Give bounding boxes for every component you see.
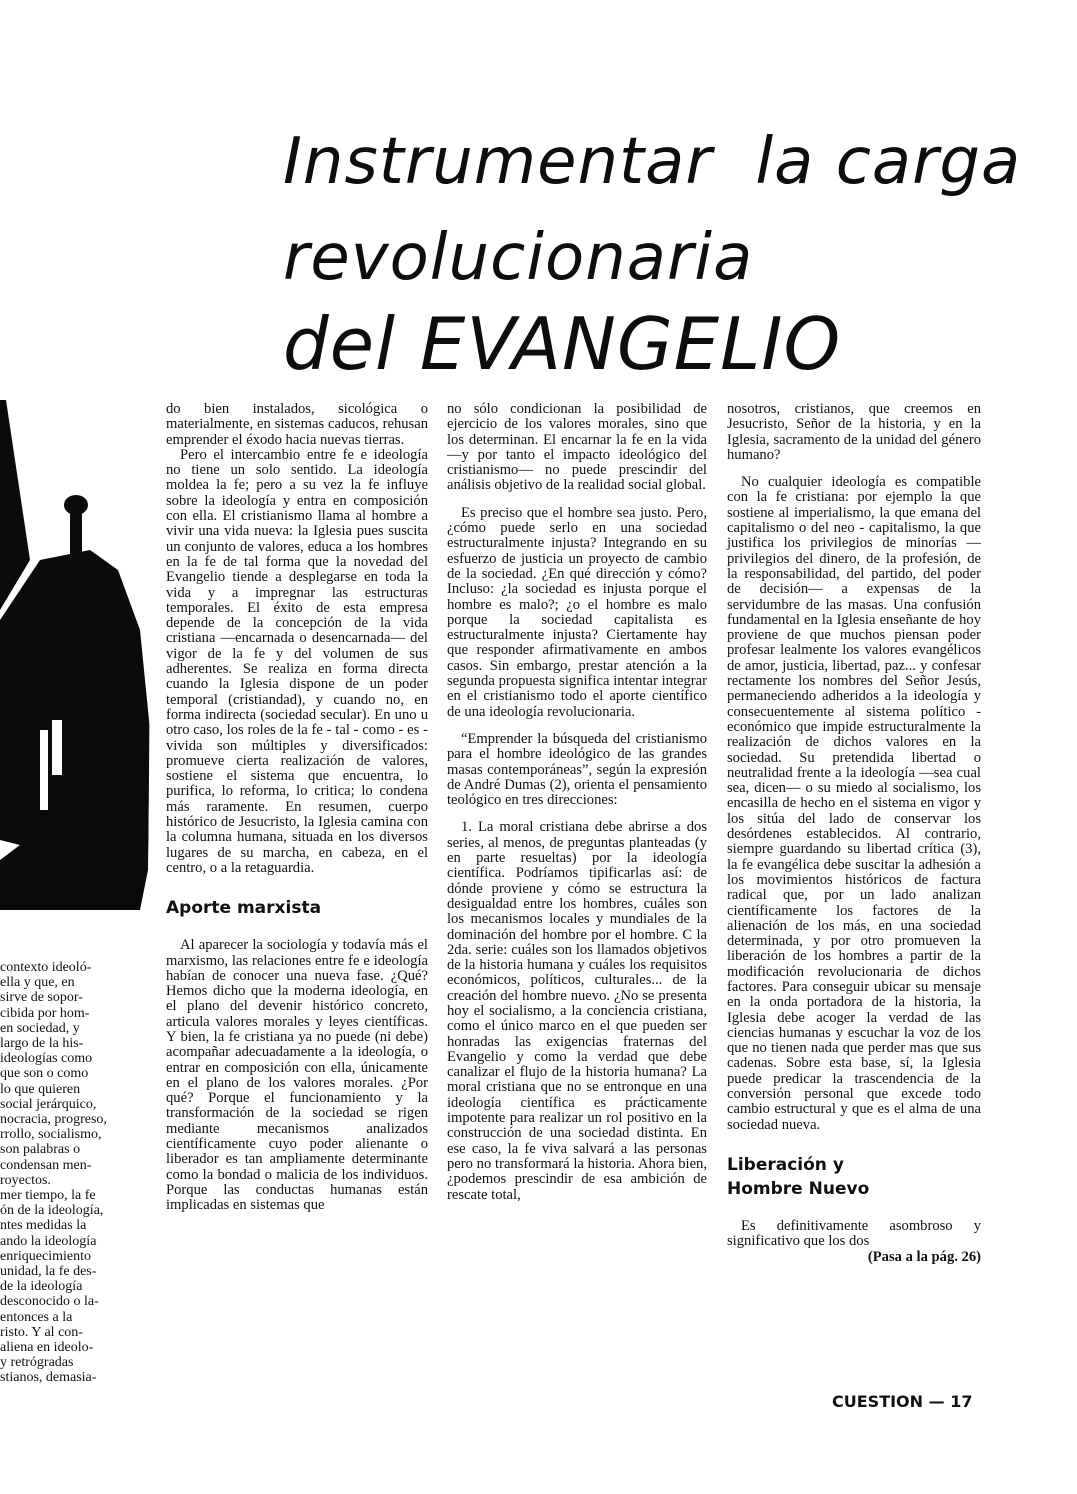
column-4 [727,402,981,1265]
column-left-fragment: contexto ideoló- ella y que, en sirve de sopor- cibida por hom- en sociedad, y largo de la his- ideologías como que son o como lo que quieren social jerárquico, nocracia, progreso, rrollo, socialismo, son palabras o condensan men- royectos. mer tiempo, la fe ón de la ideología, ntes medidas la ando la ideología enriquecimiento unidad, la fe des- de la ideología desconocido o la- entonces a la risto. Y al con- aliena en ideolo- y retrógradas stianos, demasia- [0,960,107,1386]
footer-dash: — [928,1392,945,1411]
paragraph: “Emprender la búsqueda del cristianismo para el hombre ideológico de las grandes masas contemporáneas”, según la expresión de André Dumas (2), orienta el pensamiento teológico en tres direcciones: [447,730,707,809]
priest-silhouette-image [0,400,162,910]
headline-line-3: del EVANGELIO [283,302,842,386]
page-number: 17 [950,1392,973,1411]
paragraph: Es preciso que el hombre sea justo. Pero, ¿cómo puede serlo en una sociedad estructuralmente injusta? Integrando en su esfuerzo de justicia un proyecto de cambio de la sociedad. ¿En qué dirección y cómo? Incluso: ¿la sociedad es injusta porque el hombre es malo?; ¿o el hombre es malo porque la sociedad capitalista es estructuralmente injusta? Ciertamente hay que responder afirmativamente en ambos casos. Sin embargo, prestar atención a la segunda propuesta significa intentar integrar en el cristianismo todo el aporte científico de una ideología revolucionaria. [447,504,707,720]
paragraph: do bien instalados, sicológica o materialmente, en sistemas caducos, rehusan emprender el éxodo hacia nuevas tierras. [166,401,428,448]
page-footer [832,1392,972,1411]
section-heading: Aporte marxista [166,898,322,919]
section-heading: Liberación y Hombre Nuevo [727,1154,870,1199]
paragraph: Pero el intercambio entre fe e ideología no tiene un solo sentido. La ideología moldea la fe; pero a su vez la fe influye sobre la ideología y entra en composición con ella. El cristianismo llama al hombre a vivir una vida nueva: la Iglesia pues suscita un conjunto de valores, educa a los hombres en la fe de tal forma que la novedad del Evangelio tiende a desplegarse en toda la vida y a impregnar las estructuras temporales. El éxito de esta empresa depende de la concepción de la vida cristiana —encarnada o desencarnada— del vigor de la fe y del volumen de sus adherentes. Se realiza en forma directa cuando la Iglesia dispone de un poder temporal (cristiandad), y cuando no, en forma indirecta (sociedad secular). En uno u otro caso, los roles de la fe - tal - como - es - vivida son múltiples y diversificados: promueve cierta realización de valores, sostiene el sistema que encuentra, lo purifica, lo reforma, lo critica; lo condena más raramente. En resumen, cuerpo histórico de Jesucristo, la Iglesia camina con la columna humana, situada en los diversos lugares de su marcha, en cabeza, en el centro, o a la retaguardia. [166,446,428,876]
headline-line-1: Instrumentar la carga [283,125,1022,199]
magazine-name: CUESTION [832,1392,924,1411]
column-3 [447,402,707,1203]
column-2 [166,402,428,1214]
continuation-reference: (Pasa a la pág. 26) [867,1248,981,1265]
paragraph: no sólo condicionan la posibilidad de ejercicio de los valores morales, sino que los determinan. El encarnar la fe en la vida —y por tanto el impacto ideológico del cristianismo— no puede prescindir del análisis objetivo de la realidad social global. [447,401,707,494]
paragraph: Es definitivamente asombroso y significativo que los dos [727,1217,981,1250]
paragraph: 1. La moral cristiana debe abrirse a dos series, al menos, de preguntas planteadas (y en parte resueltas) por la ideología científica. Podríamos tipificarlas así: de dónde proviene y cómo se estructura la desigualdad entre los hombres, cuáles son los mecanismos locales y mundiales de la dominación del hombre por el hombre. C la 2da. serie: cuáles son los llamados objetivos de la historia humana y cuáles los requisitos económicos, políticos, culturales... de la creación del hombre nuevo. ¿No se presenta hoy el socialismo, a la conciencia cristiana, como el único marco en el que pueden ser honradas las exigencias fraternas del Evangelio y como la verdad que debe canalizar el flujo de la historia humana? La moral cristiana que no se entronque en una ideología científica es prácticamente impotente para realizar un rol positivo en la construcción de una sociedad distinta. En ese caso, la fe viva salvará a las personas pero no transformará la historia. Ahora bien, ¿podemos prescindir de esa ambición de rescate total, [447,819,707,1203]
paragraph: nosotros, cristianos, que creemos en Jesucristo, Señor de la historia, y en la Iglesia, sacramento de la unidad del género humano? [727,401,981,463]
headline-line-2: revolucionaria [283,221,754,295]
paragraph: Al aparecer la sociología y todavía más el marxismo, las relaciones entre fe e ideología habían de conocer una nueva fase. ¿Qué? Hemos dicho que la moderna ideología, en el plano del devenir histórico concreto, articula valores morales y leyes científicas. Y bien, la fe cristiana ya no puede (ni debe) acompañar adecuadamente a la ideología, o entrar en composición con ella, únicamente en el plano de los valores morales. ¿Por qué? Porque el funcionamiento y la transformación de la sociedad se rigen mediante mecanismos analizados científicamente cuyo poder alienante o liberador es tan ampliamente determinante como la bondad o malicia de los individuos. Porque las conductas humanas están implicadas en sistemas que [166,937,428,1214]
paragraph: No cualquier ideología es compatible con la fe cristiana: por ejemplo la que sostiene al imperialismo, la que emana del capitalismo o del neo - capitalismo, la que justifica los privilegios de minorías —privilegios del dinero, de la profesión, de la responsabilidad, del partido, del poder de decisión— a expensas de la servidumbre de las masas. Una confusión fundamental en la Iglesia enseñante de hoy proviene de que muchos piensan poder profesar lealmente los valores evangélicos de amor, justicia, libertad, paz... y confesar rectamente los nombres del Señor Jesús, permaneciendo adheridos a la ideología y consecuentemente al sistema político - económico que impide estructuralmente la realización de dichos valores en la sociedad. Su pretendida libertad o neutralidad frente a la ideología —sea cual sea, dicen— o su miedo al socialismo, los encasilla de hecho en el sistema en vigor y los sitúa del lado de conservar los desórdenes establecidos. Al contrario, siempre guardando su libertad crítica (3), la fe evangélica debe suscitar la adhesión a los movimientos históricos de factura radical que, por un lado analizan científicamente los factores de la alienación de los más, en una sociedad determinada, y por otro promueven la liberación de los hombres a partir de la modificación revolucionaria de dichos factores. Para conseguir ubicar su mensaje en la onda portadora de la historia, la Iglesia debe acoger la verdad de las ciencias humanas y escuchar la voz de los que no tienen nada que perder mas que sus cadenas. Sobre esta base, sí, la Iglesia puede predicar la trascendencia de la conversión personal que excede todo cambio estructural y que es el alma de una sociedad nueva. [727,474,981,1133]
